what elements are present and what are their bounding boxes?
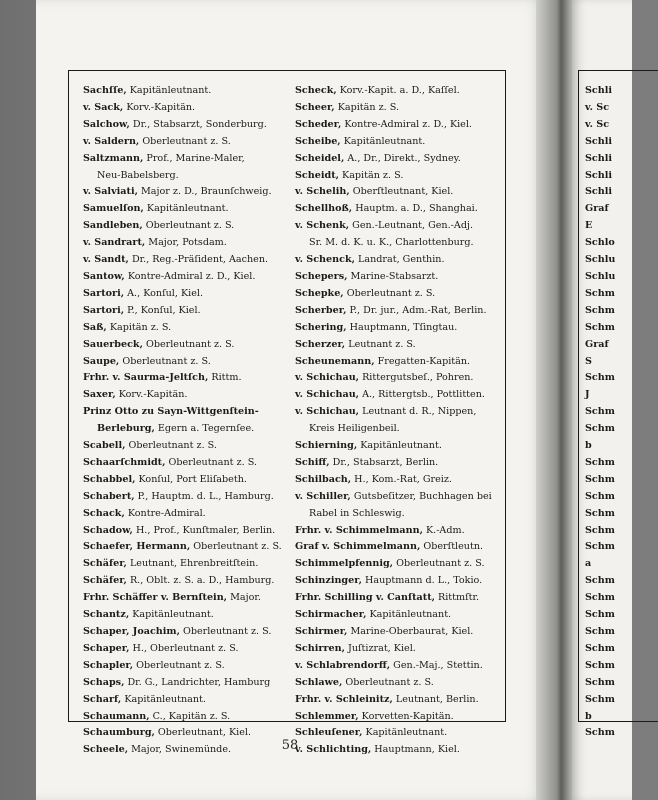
right-page-fragment: Graf [585, 203, 609, 215]
entry-name: Schierning, [295, 440, 358, 452]
entry-name: Sartori, [83, 287, 125, 299]
right-page-fragment: Schm [585, 541, 615, 553]
entry-name: v. Schelih, [295, 186, 350, 198]
entry-name: Schaumburg, [83, 727, 155, 739]
entry-description: Dr. G., Landrichter, Hamburg [124, 676, 271, 688]
directory-entry [83, 83, 289, 100]
entry-name: v. Salviati, [83, 186, 138, 198]
entry-description: Korv.-Kapit. a. D., Kaſſel. [336, 85, 460, 96]
right-page-fragment: Schm [585, 642, 615, 654]
directory-entry [295, 218, 501, 235]
entry-description: P., Konſul, Kiel. [124, 304, 201, 316]
directory-entry [295, 607, 501, 624]
directory-entry [295, 404, 501, 421]
directory-entry [295, 624, 501, 641]
directory-entry [83, 320, 289, 337]
directory-entry [295, 370, 501, 387]
entry-name: Schantz, [83, 609, 130, 621]
entry-name: Schapler, [83, 659, 134, 671]
entry-name: Schellhoß, [295, 203, 353, 215]
entry-description: Major z. D., Braunſchweig. [137, 186, 272, 198]
right-page-fragment: Schlu [585, 254, 616, 266]
entry-name: Schepke, [295, 287, 344, 299]
entry-name: v. Schenck, [295, 254, 355, 266]
right-page-fragment: Schm [585, 287, 615, 299]
entry-description: Rittm. [208, 372, 242, 384]
entry-description: Hauptmann, Kiel. [371, 744, 460, 756]
column-2 [295, 83, 501, 759]
directory-entry [83, 337, 289, 354]
entry-name: Scherzer, [295, 338, 346, 350]
entry-description: Major, Swinemünde. [128, 744, 232, 756]
directory-entry [295, 100, 501, 117]
directory-entry [295, 201, 501, 218]
entry-name: Schadow, [83, 524, 133, 536]
entry-name: Schering, [295, 321, 347, 333]
right-page-fragment: Schm [585, 609, 615, 621]
entry-name: v. Sandt, [83, 254, 129, 266]
entry-name: Saß, [83, 321, 107, 333]
entry-name: Scabell, [83, 440, 126, 452]
entry-description: Fregatten-Kapitän. [374, 355, 471, 367]
directory-entry [83, 269, 289, 286]
entry-description: P., Dr. jur., Adm.-Rat, Berlin. [346, 304, 487, 316]
right-page-fragment: Schm [585, 456, 615, 468]
entry-description: Gutsbeſitzer, Buchhagen bei [350, 490, 492, 502]
directory-entry [83, 100, 289, 117]
directory-entry [295, 658, 501, 675]
directory-entry [83, 573, 289, 590]
entry-description: Marine-Stabsarzt. [347, 270, 439, 282]
entry-description: Kontre-Admiral. [124, 507, 206, 519]
entry-description: Leutnant z. S. [345, 338, 416, 350]
entry-name: Frhr. Schilling v. Canſtatt, [295, 592, 435, 604]
directory-entry [295, 692, 501, 709]
right-page-fragment: Schlu [585, 270, 616, 282]
directory-entry [83, 438, 289, 455]
right-page-fragment: b [585, 710, 592, 722]
directory-entry [295, 641, 501, 658]
directory-entry [83, 117, 289, 134]
entry-name: Samuelſon, [83, 203, 144, 215]
entry-description: Oberleutnant z. S. [393, 558, 485, 570]
page-number: 58 [281, 738, 299, 753]
entry-description: Major. [227, 592, 261, 604]
right-page-fragment: Schm [585, 321, 615, 333]
entry-description: Oberleutnant z. S. [142, 338, 235, 350]
right-page-fragment: Schm [585, 575, 615, 587]
right-page-fragment: v. Sc [585, 101, 610, 113]
entry-name: Frhr. v. Schleinitz, [295, 693, 393, 705]
entry-description: Gen.-Leutnant, Gen.-Adj. [349, 220, 473, 232]
right-page-fragment: Schm [585, 507, 615, 519]
entry-name: Schabert, [83, 490, 135, 502]
entry-name: v. Schichau, [295, 389, 360, 401]
entry-description: Kapitänleutnant. [357, 440, 442, 452]
entry-description: Kapitänleutnant. [121, 693, 206, 705]
entry-name: Santow, [83, 270, 125, 282]
directory-entry [295, 523, 501, 540]
directory-entry [295, 472, 501, 489]
entry-description: Konſul, Port Eliſabeth. [135, 473, 247, 485]
entry-description: C., Kapitän z. S. [149, 710, 231, 722]
entry-description: Oberleutnant z. S. [179, 626, 272, 637]
entry-name: v. Schichau, [295, 406, 360, 418]
entry-name: v. Schenk, [295, 220, 350, 232]
entry-description: Landrat, Genthin. [354, 254, 445, 266]
entry-name: v. Schlabrendorff, [295, 659, 391, 671]
directory-entry [295, 742, 501, 759]
entry-description: Juſtizrat, Kiel. [344, 642, 416, 654]
entry-description: Sr. M. d. K. u. K., Charlottenburg. [309, 237, 474, 249]
entry-description: Oberleutnant z. S. [190, 541, 282, 553]
entry-name: Scheidel, [295, 152, 345, 164]
entry-name: Schleuſener, [295, 727, 363, 739]
directory-entry [295, 286, 501, 303]
directory-entry [83, 675, 289, 692]
entry-description: Kreis Heiligenbeil. [309, 423, 400, 435]
entry-description: Prof., Marine-Maler, [143, 152, 245, 164]
entry-name: Scheer, [295, 101, 335, 113]
directory-entry [83, 742, 289, 759]
directory-entry [295, 303, 501, 320]
right-page-fragment: b [585, 440, 592, 452]
directory-entry [83, 556, 289, 573]
entry-name: Sandleben, [83, 220, 143, 232]
right-page-fragment: J [585, 389, 590, 401]
entry-name: Berleburg, [97, 423, 155, 435]
entry-description: Rittergutsbeſ., Pohren. [359, 372, 474, 384]
entry-description: Oberleutnant z. S. [125, 440, 217, 452]
right-page-frame [578, 70, 658, 739]
directory-entry [83, 286, 289, 303]
directory-entry [295, 725, 501, 742]
entry-description: Dr., Reg.-Präſident, Aachen. [128, 254, 269, 266]
directory-entry [295, 83, 501, 100]
entry-description: Korv.-Kapitän. [123, 101, 196, 113]
entry-name: Sachſſe, [83, 85, 127, 96]
entry-name: Schaper, Joachim, [83, 626, 180, 637]
directory-entry [295, 709, 501, 726]
entry-description: Hauptmann d. L., Tokio. [361, 575, 483, 587]
entry-description: H., Oberleutnant z. S. [129, 642, 239, 654]
entry-name: Schiff, [295, 456, 330, 468]
entry-description: K.-Adm. [422, 524, 465, 536]
right-page-fragment: Schm [585, 693, 615, 705]
entry-name: v. Sandrart, [83, 237, 146, 249]
entry-description: Kapitänleutnant. [143, 203, 229, 215]
entry-name: Frhr. v. Saurma-Jeltſch, [83, 372, 209, 384]
entry-name: Salchow, [83, 118, 130, 130]
entry-description: Kontre-Admiral z. D., Kiel. [124, 270, 256, 282]
right-page-fragment: Schlo [585, 237, 615, 249]
entry-description: Leutnant d. R., Nippen, [359, 406, 477, 418]
entry-name: Schäfer, [83, 558, 127, 570]
right-page-fragment: Schm [585, 473, 615, 485]
directory-entry [295, 151, 501, 168]
entry-description: H., Kom.-Rat, Greiz. [351, 473, 452, 485]
entry-name: Schinzinger, [295, 575, 362, 587]
directory-entry [83, 134, 289, 151]
right-page-fragment: S [585, 355, 592, 367]
right-page-fragment: Schli [585, 169, 613, 181]
directory-entry [83, 151, 289, 168]
entry-name: Schabbel, [83, 473, 136, 485]
directory-entry [83, 235, 289, 252]
entry-name: Scheibe, [295, 135, 341, 147]
entry-name: Prinz Otto zu Sayn-Wittgenſtein- [83, 406, 259, 418]
directory-entry [83, 303, 289, 320]
entry-name: Schilbach, [295, 473, 352, 485]
right-page-fragment: Schli [585, 152, 613, 164]
entry-name: Saxer, [83, 389, 116, 401]
right-page-fragment: Schm [585, 406, 615, 418]
directory-entry [295, 337, 501, 354]
column-1 [83, 83, 289, 759]
directory-entry [295, 320, 501, 337]
directory-entry [295, 590, 501, 607]
entry-name: v. Schlichting, [295, 744, 372, 756]
entry-description: Oberſtleutnant, Kiel. [349, 186, 454, 198]
directory-entry [83, 624, 289, 641]
entry-name: Schäfer, [83, 575, 127, 587]
directory-entry [295, 675, 501, 692]
right-page-fragment: Schm [585, 524, 615, 536]
right-page-fragment: Schm [585, 490, 615, 502]
directory-entry [295, 184, 501, 201]
entry-name: Schaumann, [83, 710, 150, 722]
entry-name: Saltzmann, [83, 152, 144, 164]
entry-name: Sartori, [83, 304, 125, 316]
directory-entry [83, 692, 289, 709]
entry-name: Scharf, [83, 693, 122, 705]
directory-entry [295, 117, 501, 134]
entry-description: Dr., Stabsarzt, Berlin. [329, 456, 439, 468]
directory-entry [295, 438, 501, 455]
entry-name: Scheck, [295, 85, 337, 96]
directory-entry [295, 506, 501, 523]
entry-description: Kapitän z. S. [106, 321, 172, 333]
entry-description: Kapitänleutnant. [129, 609, 214, 621]
entry-name: Frhr. v. Schimmelmann, [295, 524, 423, 536]
right-page-fragment: Schli [585, 85, 613, 96]
entry-description: Leutnant, Berlin. [392, 693, 479, 705]
entry-description: Gen.-Maj., Stettin. [390, 659, 483, 671]
right-page-fragment: Schm [585, 304, 615, 316]
entry-name: v. Saldern, [83, 135, 140, 147]
right-page-column [585, 83, 655, 742]
directory-entry [295, 252, 501, 269]
right-page-fragment: a [585, 558, 592, 570]
entry-description: Kapitänleutnant. [126, 85, 212, 96]
entry-name: Scheder, [295, 118, 342, 130]
entry-description: Oberleutnant z. S. [142, 220, 235, 232]
directory-entry [83, 252, 289, 269]
entry-name: Scherber, [295, 304, 347, 316]
entry-name: Schlawe, [295, 676, 343, 688]
entry-name: Scheele, [83, 744, 129, 756]
right-page-fragment: Schm [585, 423, 615, 435]
directory-entry [83, 489, 289, 506]
entry-name: Schirmer, [295, 626, 348, 637]
directory-entry [295, 387, 501, 404]
directory-entry [83, 184, 289, 201]
entry-name: Schlemmer, [295, 710, 359, 722]
directory-entry [83, 590, 289, 607]
entry-description: Major, Potsdam. [145, 237, 227, 249]
directory-entry [83, 354, 289, 371]
entry-name: Schaarſchmidt, [83, 456, 166, 468]
entry-description: H., Prof., Kunſtmaler, Berlin. [132, 524, 276, 536]
entry-description: Dr., Stabsarzt, Sonderburg. [129, 118, 267, 130]
directory-entry [83, 421, 289, 438]
right-page-fragment: Graf [585, 338, 609, 350]
entry-description: Kontre-Admiral z. D., Kiel. [341, 118, 472, 130]
right-page-fragment: Schm [585, 727, 615, 739]
directory-entry [83, 168, 289, 185]
right-page-fragment: Schm [585, 659, 615, 671]
right-page-fragment: Schli [585, 135, 613, 147]
entry-name: Frhr. Schäffer v. Bernſtein, [83, 592, 228, 604]
entry-description: Leutnant, Ehrenbreitſtein. [126, 558, 259, 570]
entry-description: Hauptm. a. D., Shanghai. [352, 203, 478, 215]
entry-description: Oberleutnant z. S. [119, 355, 211, 367]
directory-entry [295, 354, 501, 371]
entry-description: A., Rittergtsb., Pottlitten. [359, 389, 485, 401]
entry-name: Graf v. Schimmelmann, [295, 541, 421, 553]
entry-name: Saupe, [83, 355, 120, 367]
directory-entry [83, 607, 289, 624]
entry-description: Rabel in Schleswig. [309, 507, 405, 519]
entry-name: Schaefer, Hermann, [83, 541, 191, 553]
directory-entry [295, 134, 501, 151]
directory-entry [83, 455, 289, 472]
directory-entry [83, 709, 289, 726]
directory-entry [83, 370, 289, 387]
directory-entry [83, 523, 289, 540]
entry-name: Schimmelpfennig, [295, 558, 394, 570]
right-page-fragment: Schm [585, 626, 615, 637]
right-page-fragment: Schli [585, 186, 613, 198]
entry-name: Scheunemann, [295, 355, 375, 367]
directory-entry [295, 269, 501, 286]
entry-name: Schack, [83, 507, 125, 519]
directory-entry [295, 455, 501, 472]
entry-description: A., Dr., Direkt., Sydney. [344, 152, 461, 164]
entry-description: Neu-Babelsberg. [97, 169, 179, 181]
directory-entry [295, 421, 501, 438]
directory-entry [295, 556, 501, 573]
right-page-fragment: Schm [585, 592, 615, 604]
right-page-fragment: v. Sc [585, 118, 610, 130]
directory-entry [83, 387, 289, 404]
directory-entry [295, 573, 501, 590]
entry-description: Kapitänleutnant. [366, 609, 452, 621]
directory-entry [295, 235, 501, 252]
directory-entry [295, 168, 501, 185]
directory-entry [83, 218, 289, 235]
right-page-fragment: Schm [585, 676, 615, 688]
entry-description: Oberleutnant z. S. [342, 676, 434, 688]
right-page-fragment: E [585, 220, 593, 232]
entry-description: Oberſtleutn. [420, 541, 484, 553]
entry-description: Kapitänleutnant. [362, 727, 448, 739]
entry-description: P., Hauptm. d. L., Hamburg. [134, 490, 274, 502]
directory-entry [295, 489, 501, 506]
entry-name: Schirmacher, [295, 609, 367, 621]
directory-entry [83, 506, 289, 523]
entry-name: Schirren, [295, 642, 345, 654]
entry-description: R., Oblt. z. S. a. D., Hamburg. [126, 575, 275, 587]
entry-name: v. Schiller, [295, 490, 351, 502]
entry-description: Korvetten-Kapitän. [358, 710, 454, 722]
directory-entry [83, 404, 289, 421]
directory-entry [83, 472, 289, 489]
entry-description: Egern a. Tegernſee. [154, 423, 255, 435]
directory-entry [295, 539, 501, 556]
entry-name: Sauerbeck, [83, 338, 143, 350]
entry-description: Oberleutnant z. S. [133, 659, 225, 671]
directory-entry [83, 539, 289, 556]
entry-description: Marine-Oberbaurat, Kiel. [347, 626, 474, 637]
directory-entry [83, 201, 289, 218]
entry-description: Hauptmann, Tſingtau. [346, 321, 458, 333]
entry-description: Oberleutnant, Kiel. [154, 727, 252, 739]
entry-description: Oberleutnant z. S. [139, 135, 231, 147]
entry-description: A., Konſul, Kiel. [124, 287, 203, 299]
entry-name: Scheidt, [295, 169, 339, 181]
entry-name: Schaper, [83, 642, 130, 654]
entry-description: Oberleutnant z. S. [165, 456, 257, 468]
entry-description: Korv.-Kapitän. [115, 389, 188, 401]
entry-name: Schaps, [83, 676, 125, 688]
entry-name: v. Sack, [83, 101, 124, 113]
directory-entry [83, 641, 289, 658]
entry-description: Rittmſtr. [434, 592, 480, 604]
directory-entry [83, 658, 289, 675]
entry-description: Kapitänleutnant. [340, 135, 426, 147]
entry-description: Kapitän z. S. [334, 101, 400, 113]
directory-entry [83, 725, 289, 742]
entry-description: Kapitän z. S. [338, 169, 404, 181]
right-page-fragment: Schm [585, 372, 615, 384]
entry-description: Oberleutnant z. S. [343, 287, 436, 299]
entry-name: v. Schichau, [295, 372, 360, 384]
entry-name: Schepers, [295, 270, 348, 282]
